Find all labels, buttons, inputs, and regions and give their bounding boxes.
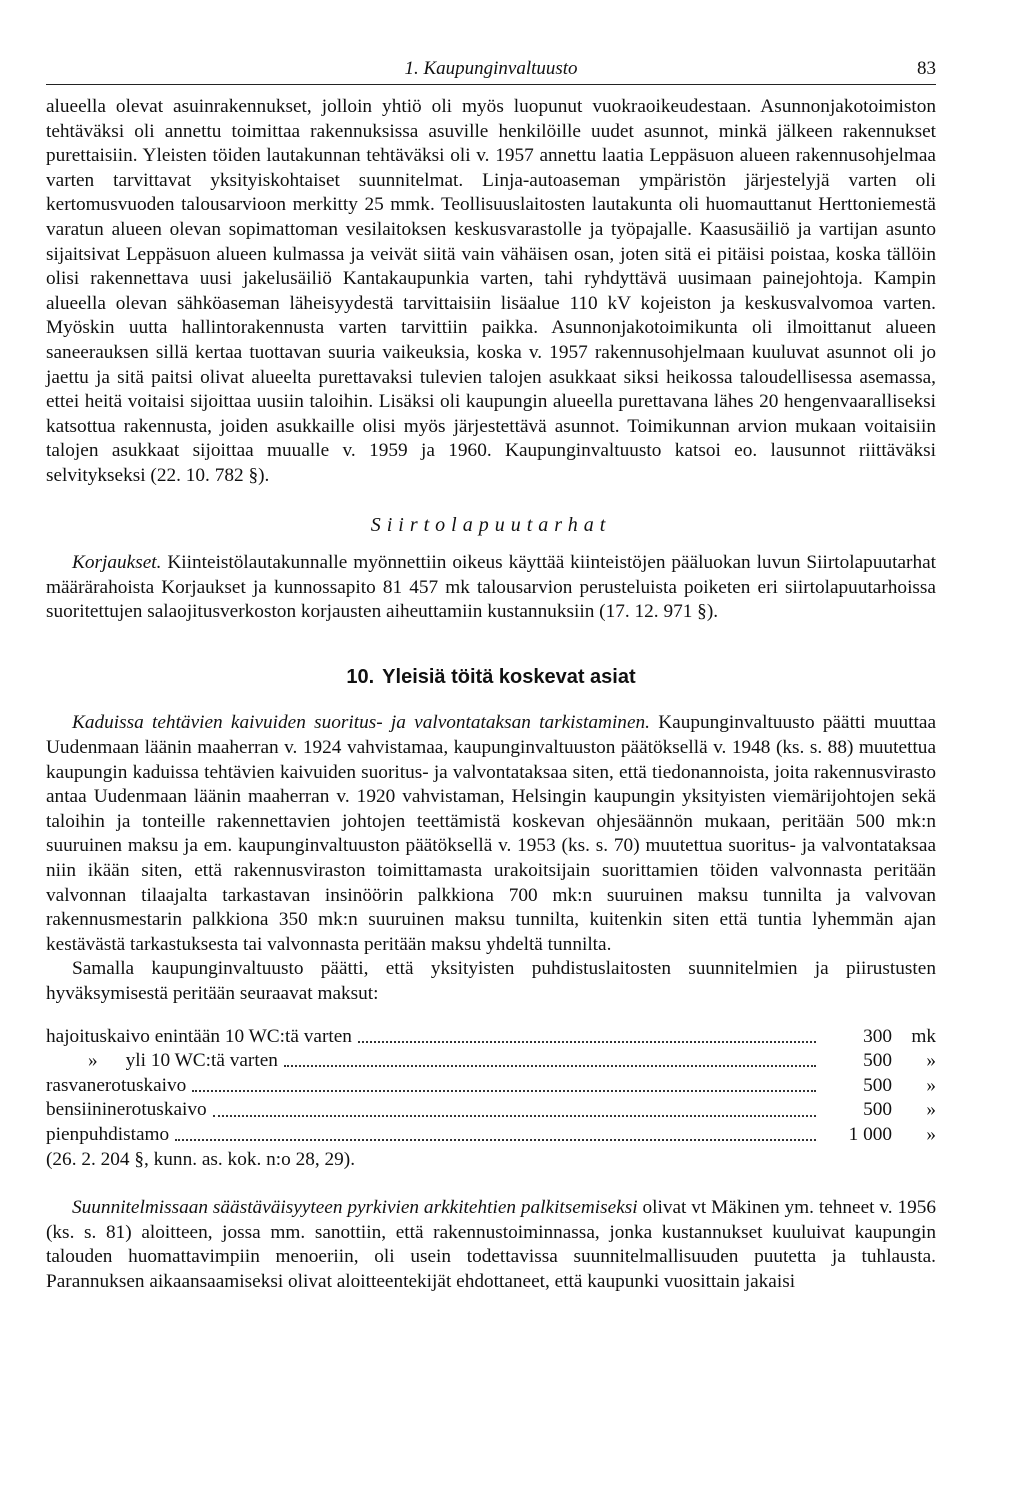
- dot-leader: [358, 1041, 816, 1043]
- fee-row: [46, 1074, 936, 1099]
- dot-leader: [175, 1139, 816, 1141]
- kaivuu-text: Kaupunginvaltuusto päätti muuttaa Uudenmaan läänin maaherran v. 1924 vahvistamaa, kaupunginvaltuuston päätöksellä v. 1948 (ks. s. 88) muutettua kaupungin kaduissa tehtävien kaivuiden suoritus- ja valvontataksaa siten, että tiedonannoista, joita rakennusvirasto antaa Uudenmaan läänin maaherran v. 1920 vahvistaman, Helsingin kaupungin yksityisten viemärijohtojen sekä taloihin ja tonteille rakennettavien johtojen teettämistä koskevan ohjesäännön mukaan, peritään 500 mk:n suuruinen maksu ja em. kaupunginvaltuuston päätöksellä v. 1953 (ks. s. 70) muutettua suoritus- ja valvontataksaa niin ikään siten, että rakennusviraston toimittamasta urakoitsijain suorittamien töiden valvonnasta peritään valvonnan tilaajalta tarkastavan insinöörin palkkiona 700 mk:n suuruinen maksu tunnilta ja valvovan rakennusmestarin palkkiona 350 mk:n suuruinen maksu tunnilta, kuitenkin siten että tuntia lyhemmän ajan kestävästä tarkastuksesta tai valvonnasta peritään maksu yhdeltä tunnilta.: [46, 712, 937, 955]
- kaivuu-lead: Kaduissa tehtävien kaivuiden suoritus- ja valvontataksan tarkistaminen.: [72, 712, 650, 734]
- fee-unit: »: [926, 1074, 936, 1096]
- fee-label: pienpuhdistamo: [46, 1123, 170, 1145]
- document-body: [46, 95, 936, 1295]
- arkkitehdit-lead: Suunnitelmissaan säästäväisyyteen pyrkivien arkkitehtien palkitsemiseksi: [72, 1197, 638, 1219]
- fee-row: [46, 1098, 936, 1123]
- ditto-mark: »: [88, 1050, 98, 1072]
- arkkitehdit-text: olivat vt Mäkinen ym. tehneet v. 1956 (ks. s. 81) aloitteen, jossa mm. sanottiin, että rakennustoiminnassa, jonka kustannukset kuuluivat kaupungin talouden huomattavimpiin menoeriin, oli usein todettavissa suunnitelmallisuuden puutetta ja tuhlausta. Parannuksen aikaansaamiseksi olivat aloitteentekijät ehdottaneet, että kaupunki vuosittain jakaisi: [46, 1197, 937, 1292]
- fee-label-text: yli 10 WC:tä varten: [125, 1050, 278, 1072]
- section-number: 10.: [346, 665, 375, 688]
- dot-leader: [284, 1065, 816, 1067]
- running-header-title: 1. Kaupunginvaltuusto: [404, 58, 578, 79]
- fee-label: rasvanerotuskaivo: [46, 1074, 187, 1096]
- korjaukset-lead: Korjaukset.: [72, 552, 162, 574]
- fee-list: [46, 1025, 936, 1173]
- paragraph-leppasuo: alueella olevat asuinrakennukset, jolloin yhtiö oli myös luopunut vuokraoikeudestaan. Asunnonjakotoimiston tehtäväksi oli annettu toimittaa rakennuksissa asuville henkilöille uudet asunnot, minkä jälkeen rakennukset purettaisiin. Yleisten töiden lautakunnan tehtäväksi oli v. 1957 annettu laatia Leppäsuon alueen rakennusohjelmaa varten tarvittavat yksityiskohtaiset suunnitelmat. Linja-autoaseman ympäristön järjestelyjä varten oli kertomusvuoden talousarvioon merkitty 25 mmk. Teollisuuslaitosten lautakunta oli huomauttanut Herttoniemestä varatun alueen olevan sopimattoman vesilaitoksen keskusvarastolle ja työpajalle. Kaasusäiliö ja vartijan asunto sijaitsivat Leppäsuon alueen kulmassa ja veivät siitä vain vähäisen osan, joten sitä ei pitäisi poistaa, koska tällöin olisi rakennettava uusi jakelusäiliö Kantakaupunkia varten, tahi ryhdyttävä uusimaan painejohtoja. Kampin alueella olevan sähköaseman läheisyydestä tarvittaisiin lisäalue 110 kV kojeiston ja keskusvalvomoa varten. Myöskin uutta hallintorakennusta varten tarvittiin paikka. Asunnonjakotoimikunta oli ilmoittanut alueen saneerauksen sillä kertaa tuottavan suuria vaikeuksia, koska v. 1957 rakennusohjelmaan kuuluvat asunnot oli jo jaettu ja sitä paitsi olivat alueelta purettavaksi tulevien talojen asukkaat siksi heikossa taloudellisessa asemassa, ettei heitä voitaisi sijoittaa uusiin taloihin. Lisäksi oli kaupungin alueella purettavana lähes 20 hengenvaaralliseksi katsottua rakennusta, joiden asukkaille olisi myös järjestettävä asunnot. Toimikunnan arvion mukaan voitaisiin talojen asukkaat sijoittaa muualle v. 1959 ja 1960. Kaupunginvaltuusto katsoi eo. lausunnot riittäväksi selvitykseksi (22. 10. 782 §).: [46, 96, 936, 486]
- fee-amount: 500: [863, 1099, 892, 1121]
- fee-row: [46, 1123, 936, 1148]
- fee-unit: mk: [911, 1025, 936, 1047]
- fees-reference: (26. 2. 204 §, kunn. as. kok. n:o 28, 29).: [46, 1148, 356, 1170]
- korjaukset-text: Kiinteistölautakunnalle myönnettiin oikeus käyttää kiinteistöjen pääluokan luvun Siirtolapuutarhat määrärahoista Korjaukset ja kunnossapito 81 457 mk talousarvion perusteluista poiketen eri siirtolapuutarhoissa suoritettujen salaojitusverkoston korjausten aiheuttamiin kustannuksiin (17. 12. 971 §).: [46, 552, 936, 623]
- fee-unit: »: [926, 1123, 936, 1145]
- fee-amount: 1 000: [848, 1123, 892, 1145]
- fee-amount: 300: [863, 1025, 892, 1047]
- fee-amount: 500: [863, 1050, 892, 1072]
- dot-leader: [192, 1090, 816, 1092]
- paragraph-kaivuu: [46, 711, 936, 957]
- section-title: Yleisiä töitä koskevat asiat: [382, 665, 636, 688]
- fee-label: hajoituskaivo enintään 10 WC:tä varten: [46, 1025, 352, 1047]
- paragraph-arkkitehdit: [46, 1196, 936, 1294]
- fee-unit: »: [926, 1099, 936, 1121]
- fee-row: [46, 1025, 936, 1050]
- fee-label: bensiininerotuskaivo: [46, 1099, 207, 1121]
- fee-row: [46, 1049, 936, 1074]
- fee-label: [46, 1049, 278, 1074]
- fee-unit: »: [926, 1050, 936, 1072]
- section-heading: [46, 665, 936, 690]
- dot-leader: [213, 1115, 816, 1117]
- page-number: 83: [917, 58, 936, 79]
- running-header: [46, 50, 936, 85]
- fee-amount: 500: [863, 1074, 892, 1096]
- subheading-siirtolapuutarhat: Siirtolapuutarhat: [370, 513, 612, 536]
- paragraph-samalla: Samalla kaupunginvaltuusto päätti, että yksityisten puhdistuslaitosten suunnitelmien ja piirustusten hyväksymisestä peritään seuraavat maksut:: [46, 958, 936, 1004]
- paragraph-korjaukset: [46, 551, 936, 625]
